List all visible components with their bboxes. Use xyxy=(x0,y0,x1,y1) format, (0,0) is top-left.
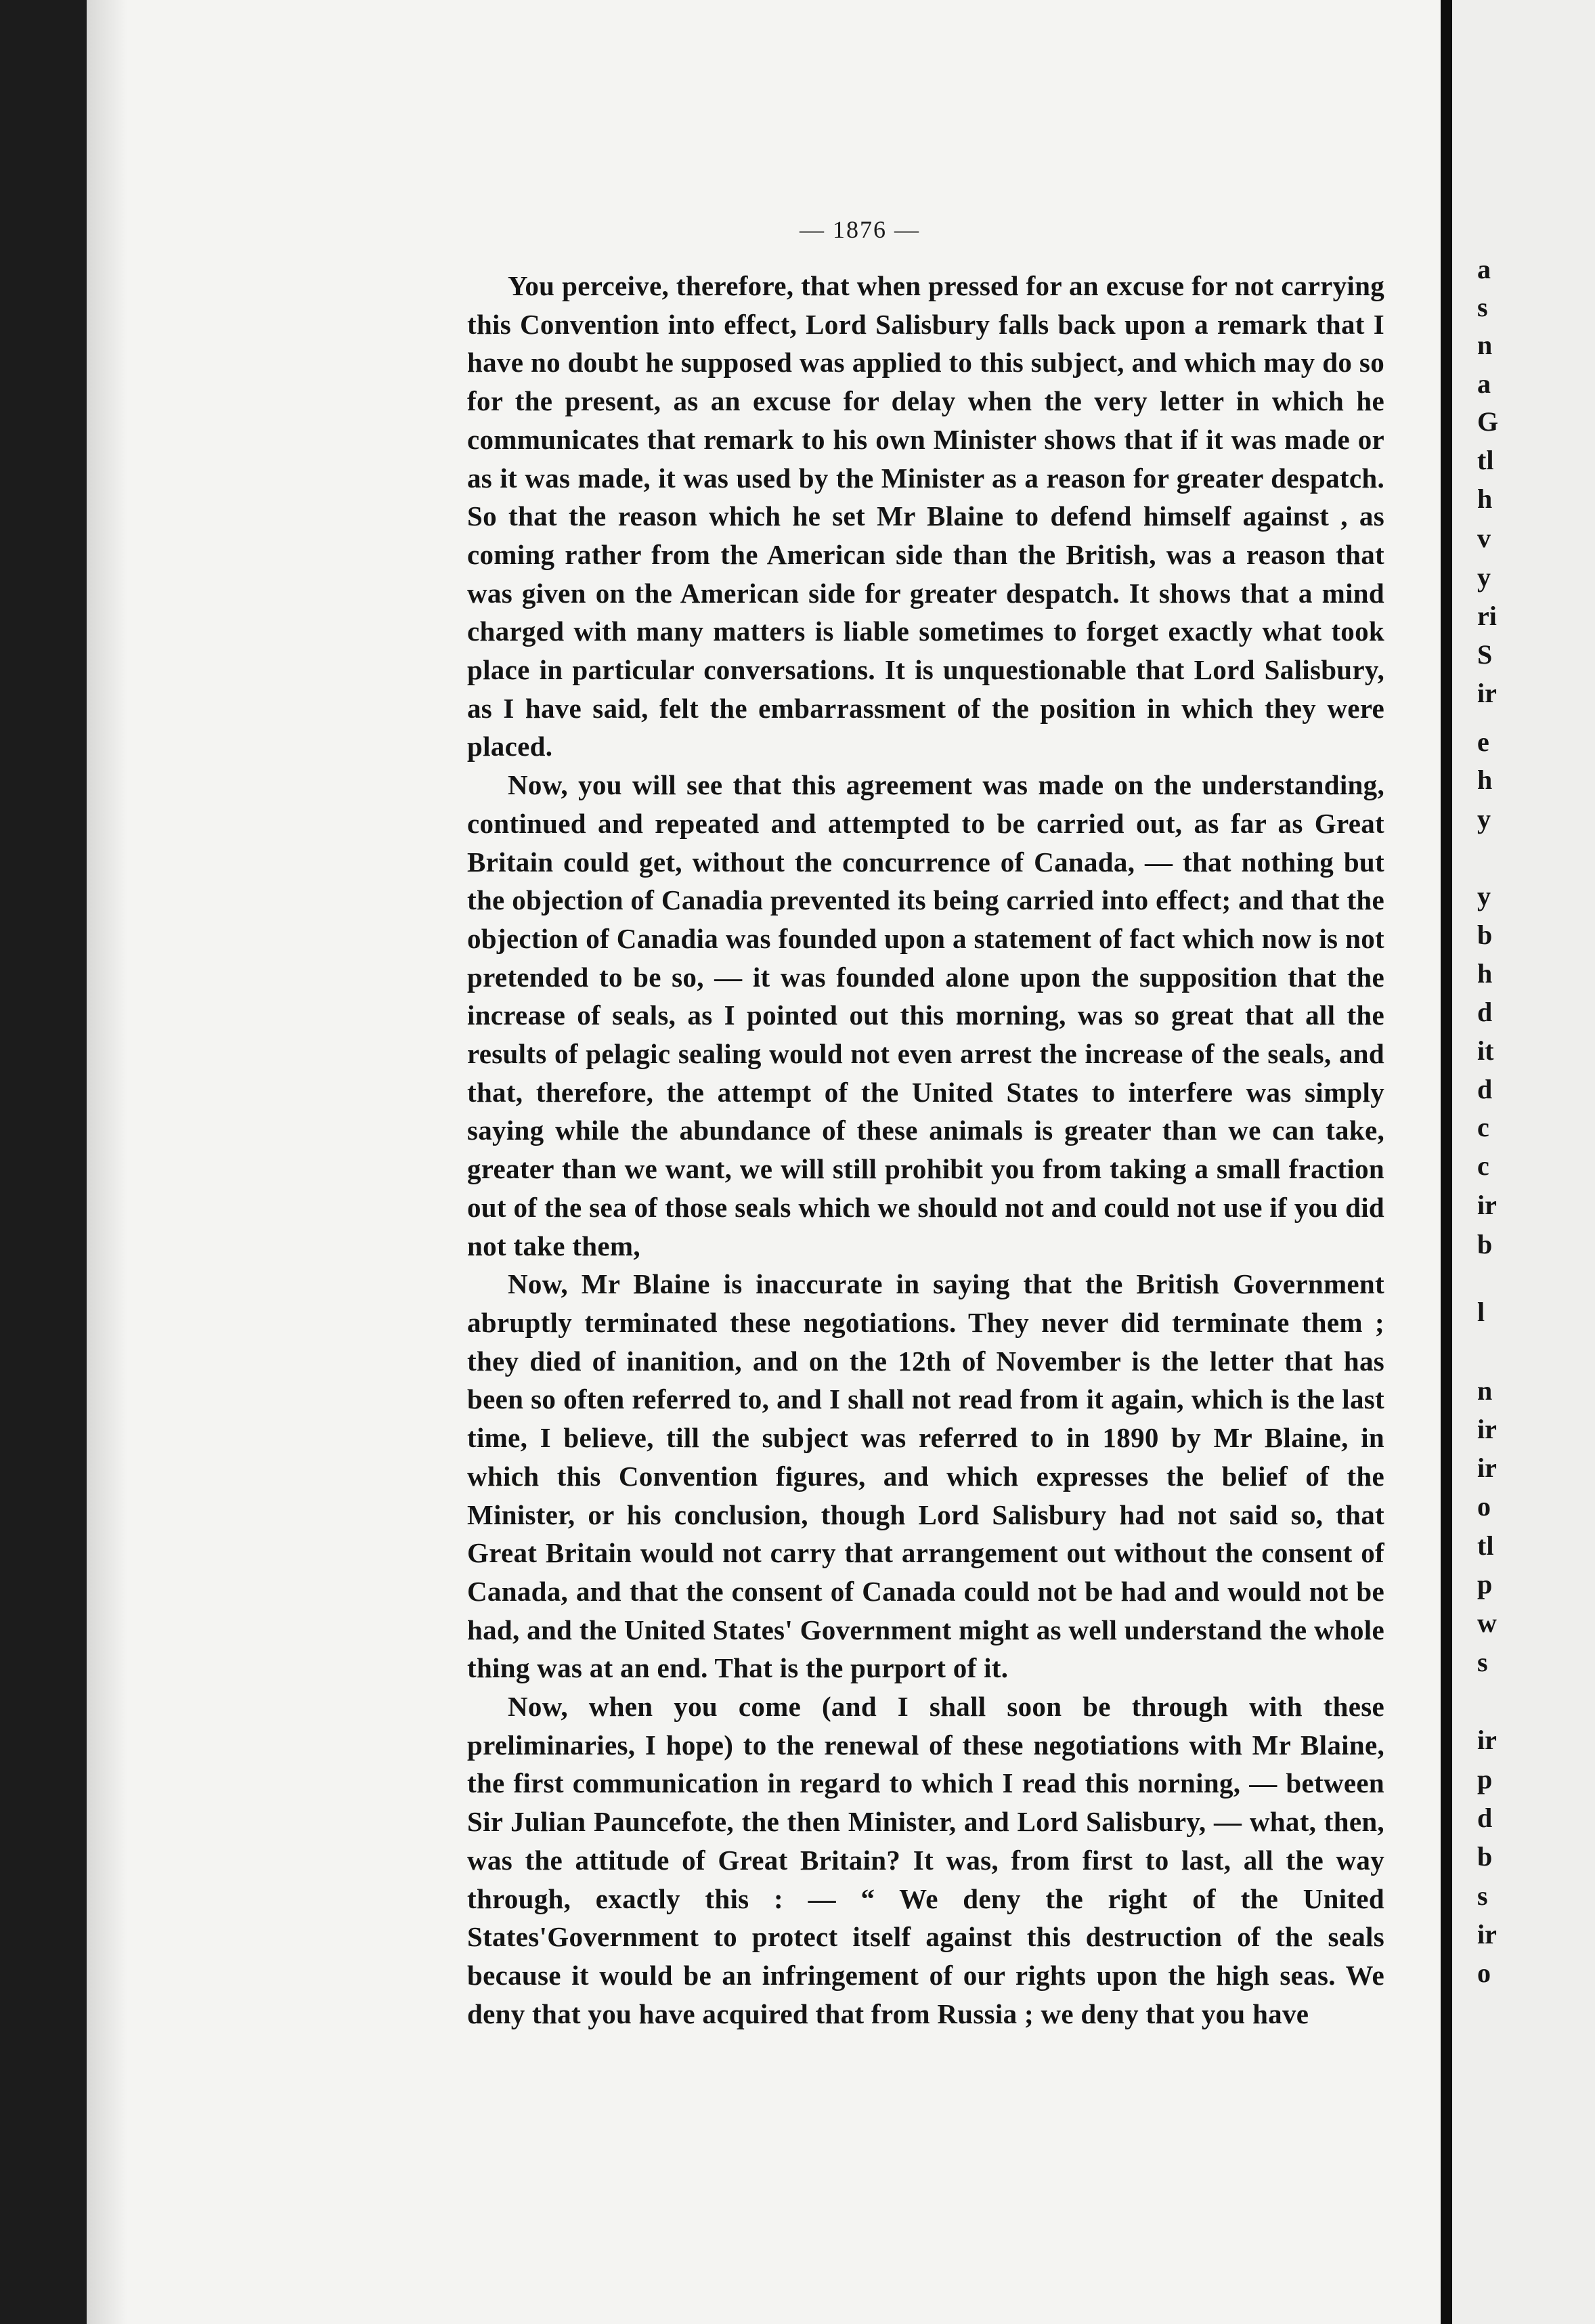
adjacent-page-fragment: h xyxy=(1477,958,1493,989)
adjacent-page-fragment: ir xyxy=(1477,1919,1497,1950)
adjacent-page-fragment: b xyxy=(1477,920,1493,950)
adjacent-page-fragment: h xyxy=(1477,765,1493,795)
adjacent-page-fragment: ri xyxy=(1477,601,1497,631)
adjacent-page-fragment: ir xyxy=(1477,678,1497,708)
adjacent-page-fragment: v xyxy=(1477,523,1491,553)
adjacent-page-fragment: l xyxy=(1477,1297,1485,1327)
adjacent-page-fragment: y xyxy=(1477,562,1491,593)
adjacent-page-fragment: b xyxy=(1477,1841,1493,1872)
adjacent-page-fragment: s xyxy=(1477,1647,1488,1677)
adjacent-page-fragment: n xyxy=(1477,330,1493,360)
adjacent-page-fragment: G xyxy=(1477,406,1499,437)
adjacent-page-fragment: d xyxy=(1477,997,1493,1027)
adjacent-page-fragment: y xyxy=(1477,881,1491,911)
adjacent-page-fragment: tl xyxy=(1477,445,1494,475)
paragraph-2: Now, you will see that this agreement was made on the understanding, continued and repeated and attempted to be carried out, as far as Great Britain could get, without the concurrence of Canada, — that nothing but the objection of Canadia prevented its being carried into effect; and that the objection of Canadia was founded upon a statement of fact which now is not pretended to be so, — it was founded alone upon the supposition that the increase of seals, as I pointed out this morning, was so great that all the results of pelagic sealing would not even arrest the increase of the seals, and that, therefore, the attempt of the United States to interfere was simply saying while the abundance of these animals is greater than we can take, greater than we want, we will still prohibit you from taking a small fraction out of the sea of those seals which we should not and could not use if you did not take them, xyxy=(467,769,1384,1262)
adjacent-page-fragment: c xyxy=(1477,1112,1489,1142)
paragraph-3: Now, Mr Blaine is inaccurate in saying that the British Government abruptly terminated these negotiations. They never did terminate them ; they died of inanition, and on the 12th of November is the letter that has been so often referred to, and I shall not read from it again, which is the last time, I believe, till the subject was referred to in 1890 by Mr Blaine, in which this Convention figures, and which expresses the belief of the Minister, or his conclusion, though Lord Salisbury had not said so, that Great Britain would not carry that arrangement out without the consent of Canada, and that the consent of Canada could not be had and would not be had, and the United States' Government might as well understand the whole thing was at an end. That is the purport of it. xyxy=(467,1268,1384,1684)
adjacent-page-fragment: w xyxy=(1477,1608,1497,1638)
adjacent-page-fragment: s xyxy=(1477,292,1488,322)
adjacent-page-fragment: tl xyxy=(1477,1530,1494,1561)
adjacent-page-fragment: y xyxy=(1477,804,1491,834)
adjacent-page-fragment: p xyxy=(1477,1764,1493,1794)
adjacent-page-fragment: d xyxy=(1477,1803,1493,1833)
paragraph-1: You perceive, therefore, that when pressed for an excuse for not carrying this Convention into effect, Lord Salisbury falls back upon a remark that I have no doubt he supposed was applied to this subject, and which may do so for the present, as an excuse for delay when the very letter in which he communicates that remark to his own Minister shows that if it was made or as it was made, it was used by the Minister as a reason for greater despatch. So that the reason which he set Mr Blaine to defend himself against , as coming rather from the American side than the British, was a reason that was given on the American side for greater despatch. It shows that a mind charged with many matters is liable sometimes to forget exactly what took place in particular conversations. It is unquestionable that Lord Salisbury, as I have said, felt the embarrassment of the position in which they were placed. xyxy=(467,270,1384,762)
adjacent-page-fragment: o xyxy=(1477,1958,1491,1988)
adjacent-page-fragment: ir xyxy=(1477,1725,1497,1755)
page-number: — 1876 — xyxy=(800,216,920,243)
adjacent-page-fragment: ir xyxy=(1477,1452,1497,1483)
adjacent-page-fragment: S xyxy=(1477,639,1493,670)
adjacent-page-fragment: ir xyxy=(1477,1414,1497,1444)
adjacent-page-fragment: s xyxy=(1477,1880,1488,1911)
adjacent-page-fragment: a xyxy=(1477,254,1491,284)
adjacent-page-fragment: d xyxy=(1477,1074,1493,1104)
adjacent-page-fragment: c xyxy=(1477,1150,1489,1181)
body-text xyxy=(467,267,1384,2033)
adjacent-page-fragment: b xyxy=(1477,1229,1493,1260)
paragraph-4: Now, when you come (and I shall soon be through with these preliminaries, I hope) to the renewal of these negotiations with Mr Blaine, the first communication in regard to which I read this norning, — between Sir Julian Pauncefote, the then Minister, and Lord Salisbury, — what, then, was the attitude of Great Britain? It was, from first to last, all the way through, exactly this : — “ We deny the right of the United States'Government to protect itself against this destruction of the seals because it would be an infringement of our rights upon the high seas. We deny that you have acquired that from Russia ; we deny that you have xyxy=(467,1691,1384,2029)
adjacent-page-fragment: p xyxy=(1477,1569,1493,1599)
adjacent-page-fragment: h xyxy=(1477,483,1493,514)
adjacent-page-fragment: n xyxy=(1477,1375,1493,1406)
adjacent-page-fragment: e xyxy=(1477,727,1489,757)
page-gutter-shadow xyxy=(87,0,127,2324)
adjacent-page-fragment: it xyxy=(1477,1035,1494,1066)
adjacent-page-fragment: a xyxy=(1477,368,1491,399)
adjacent-page-fragment: o xyxy=(1477,1491,1491,1522)
adjacent-page-fragment: ir xyxy=(1477,1190,1497,1220)
